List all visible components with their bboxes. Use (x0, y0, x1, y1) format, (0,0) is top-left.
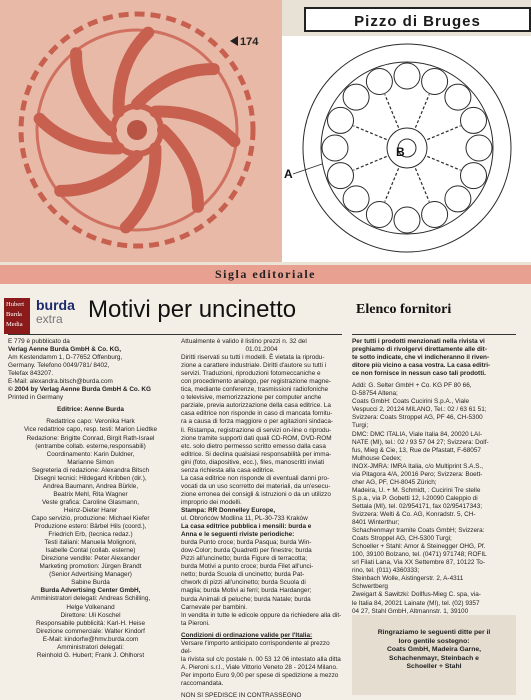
credit-line: Heinz-Dieter Harer (63, 506, 118, 514)
text-line: 01.01.2004 (245, 346, 278, 354)
text-line: ta Pieroni. (181, 619, 210, 627)
pattern-title: Pizzo di Bruges (304, 7, 531, 32)
text-line: ra a causa di forza maggiore o per agitazioni sindaca- (181, 418, 334, 426)
diagram-loop (394, 207, 420, 233)
diagram-loop (394, 63, 420, 89)
supplier-line: Coats GmbH: Coats Cucirini S.p.A., Viale (352, 398, 470, 406)
text-line: servizi. Traduzioni, riproduzioni fotomeccaniche e (181, 370, 321, 378)
supplier-line: Schoeller + Stahl: Amor & Steinegger OHG, Pf. (352, 543, 486, 551)
credit-line: Burda Advertising Center GmbH, (40, 587, 141, 595)
supplier-line: srl Filati Lana, Via XX Settembre 87, 10122 To- (352, 559, 485, 567)
crochet-chart (282, 36, 531, 262)
text-line: Per importo Euro 9,00 per spese di spedizione a mezzo (181, 671, 339, 679)
diagram-loop (445, 84, 471, 110)
diagram-spoke (415, 168, 429, 201)
text-line: La casa editrice non risponde di eventuali danni pro- (181, 474, 330, 482)
text-line: Attualmente è valido il listino prezzi n. 32 del (181, 338, 307, 345)
supplier-line: Addi: G. Selter GmbH + Co. KG PF 80 66, (352, 382, 472, 390)
supplier-line: Schachenmayr tramite Coats GmbH; Svizzera: (352, 527, 485, 535)
supplier-line: Zweigart & Sawitzki: Dollfus-Mieg C. spa, via- (352, 591, 481, 599)
intro-line: ce non fornisce in nessun caso tali prodotti. (352, 370, 486, 378)
text-line: etc. solo dietro permesso scritto emesso dalla casa (181, 442, 326, 450)
supplier-line: DMC: DMC ITALIA, Viale Italia 84, 20020 LAI- (352, 430, 483, 438)
text-line: zione erronea dei consigli & istruzioni o da un utilizzo (181, 490, 331, 498)
credit-line: (Senior Advertising Manager) (49, 571, 132, 579)
text-line: © 2004 by Verlag Aenne Burda GmbH & Co. KG (8, 386, 151, 394)
text-line: con procedimento analogo, per registrazione magne- (181, 378, 331, 386)
supplier-line: Svizzera: Coats Stroppel AG, PF 46, CH-5300 (352, 414, 483, 422)
text-line: burda Punto croce; burda Pasqua; burda Win- (181, 539, 312, 547)
text-line: In vendita in tutte le edicole oppure da richiedere alla dit- (181, 611, 342, 619)
supplier-line: Mulhouse Cedex; (352, 454, 402, 462)
diagram-spoke (427, 126, 460, 140)
supplier-line: D-58754 Altena; (352, 390, 398, 398)
suppliers-column (352, 338, 516, 632)
page-number: 174 (240, 36, 259, 48)
text-line: ul. Obrońców Modlina 11, PL-30-733 Kraków (181, 515, 308, 523)
thanks-box (352, 615, 516, 695)
diagram-spoke (385, 94, 399, 127)
brand-name: burda (36, 297, 75, 313)
diagram-loop (322, 135, 348, 161)
section-band (0, 262, 531, 284)
text-line: casa editrice non risponde in caso di mancata fornitu- (181, 410, 333, 418)
text-line: E-Mail: alexandra.bitsch@burda.com (8, 378, 113, 386)
text-line: Anna e le seguenti riviste periodiche: (181, 531, 295, 539)
text-line: o televisive, memorizzazione per computer anche (181, 394, 322, 402)
text-line: chwork di pizzi all'uncinetto; burda Scuola di (181, 579, 306, 587)
credit-line: Redattrice capo: Veronika Hark (46, 418, 135, 426)
text-line: editrice. Si declina qualsiasi responsabilità per imma- (181, 450, 332, 458)
text-line: dow-Color; burda Quadretti per finestre; burda (181, 547, 312, 555)
intro-line: te sotto indicate, che vi indicheranno il riven- (352, 354, 490, 362)
supplier-line: S.p.a., via P. Gobetti 12, I-20090 Caleppio di (352, 494, 478, 502)
diagram-loop (328, 163, 354, 189)
diagram-loop (461, 163, 487, 189)
text-line: Stampa: RR Donnelley Europe, (181, 506, 276, 514)
masthead (0, 284, 531, 334)
divider-left (8, 334, 342, 335)
diagram-loop (461, 107, 487, 133)
diagram-loop (343, 84, 369, 110)
supplier-line: le Italia 84, 20021 Lainate (MI), tel. (02) 9357 (352, 599, 480, 607)
text-line: Am Kestendamm 1, D-77652 Offenburg, (8, 354, 123, 362)
diagram-spoke (353, 156, 386, 170)
diagram-spoke (427, 156, 460, 170)
diagram-loop (343, 186, 369, 212)
text-line: Carnevale per bambini. (181, 603, 248, 611)
logo-line-2: Burda (6, 311, 22, 318)
book-title: Motivi per uncinetto (88, 296, 297, 323)
supplier-line: 04 27, Stahl GmbH, Altmannstr. 1, 39100 (352, 607, 469, 615)
diagram-loop (328, 107, 354, 133)
thanks-line: Coats GmbH, Madeira Garne, (386, 646, 482, 653)
text-line: netto; burda Scuola di uncinetto; burda Pat- (181, 571, 305, 579)
text-line: parziale, previa autorizzazione della casa editrice. La (181, 402, 331, 410)
text-line: maglia; burda Motivi ai ferri; burda Hardanger; (181, 587, 312, 595)
text-line: Diritti riservati su tutti i modelli. È vietata la riprodu- (181, 354, 325, 362)
supplier-line: Turgi; (352, 422, 369, 430)
text-line: li. Ristampa, registrazione di servizi on-line o riprodu- (181, 426, 332, 434)
credit-line: Produzione estero: Bärbel Hils (coord.), (34, 523, 147, 531)
credit-line: Coordinamento: Karin Duldner, (46, 450, 135, 458)
diagram-label-a: A (284, 167, 293, 181)
intro-line: ditore più vicino a casa vostra. La casa editri- (352, 362, 491, 370)
text-line: senza richiesta alla casa editrice. (181, 466, 275, 474)
text-line: zione a carattere industriale. Diritti d'autore su tutti i (181, 362, 327, 370)
diagram-loop (445, 186, 471, 212)
credit-line: Direzione commerciale: Walter Kindorf (36, 627, 145, 635)
supplier-line: Vespucci 2, 20124 MILANO, Tel.: 02 / 63 61 51; (352, 406, 487, 414)
text-line: tica, mediante conferenze, trasmissioni radiofoniche (181, 386, 329, 394)
supplier-line: cher AG, PF, CH-8045 Zürich; (352, 478, 437, 486)
text-line: burda Motivi a punto croce; burda Filet all'unci- (181, 563, 314, 571)
text-line: Versare l'importo anticipato corrispondente al prezzo del- (181, 639, 330, 655)
elenco-title: Elenco fornitori (356, 302, 452, 317)
diagram-spoke (353, 126, 386, 140)
text-line: burda Animali di peluche; burda Natale; burda (181, 595, 311, 603)
credit-line: Sabine Burda (71, 579, 110, 587)
credit-line: Helge Volkenand (66, 603, 115, 611)
credit-line: Disegni tecnici: Hildegard Kribben (dir.), (34, 474, 147, 482)
supplier-line: via Pitagora 4/A, 20016 Pero; Svizzera: Boett- (352, 470, 483, 478)
burda-extra-logo (36, 298, 78, 326)
supplier-line: 8401 Winterthur; (352, 519, 400, 527)
diagram-spoke (385, 168, 399, 201)
credit-line: Vice redattrice capo, resp. testi: Marion Liedtke (23, 426, 158, 434)
text-line: Condizioni di ordinazione valide per l'Italia: (181, 631, 313, 639)
top-section (0, 0, 531, 262)
supplier-line: NATE (MI), tel.: 02 / 93 57 04 27; Svizzera: Dolf- (352, 438, 489, 446)
text-line: A. Pieroni s.r.l., Viale Vittorio Veneto 28 - 20124 Milano. (181, 663, 338, 671)
diagram-loop (366, 202, 392, 228)
publisher-column (8, 338, 173, 660)
credit-line: Beatrix Mehl, Rita Wagner (53, 490, 128, 498)
doily-arm (60, 156, 137, 191)
editrice-label: Editrice: Aenne Burda (57, 406, 124, 414)
text-line: Printed in Germany (8, 394, 64, 402)
credit-line: Friedrich Erb, (tecnica redaz.) (48, 531, 133, 539)
text-line: Pizzi all'uncinetto; burda Figure di terracotta; (181, 555, 307, 563)
credit-line: Segreteria di redazione: Alexandra Bitsch (31, 466, 150, 474)
crochet-diagram-svg (282, 36, 531, 262)
text-line: Verlag Aenne Burda GmbH & Co. KG, (8, 346, 122, 354)
text-line: NON SI SPEDISCE IN CONTRASSEGNO (181, 692, 302, 700)
credit-line: Amministratori delegati: Andreas Schilling, (30, 595, 151, 603)
logo-line-1: Hubert (6, 301, 25, 308)
credit-line: Reinhold G. Hubert; Frank J. Ohlhorst (36, 651, 145, 659)
intro-line: preghiamo di rivolgervi direttamente alle dit- (352, 346, 487, 354)
page-reference (230, 36, 258, 48)
logo-line-3: Media (6, 321, 23, 328)
text-line: gini (foto, diapositive, ecc.), files, manoscritti inviati (181, 458, 325, 466)
doily-arm (163, 130, 198, 207)
credit-line: Marketing promotion: Jürgen Brandt (39, 563, 142, 571)
credit-line: Marianne Simon (67, 458, 114, 466)
text-line: E 779 è pubblicato da (8, 338, 70, 345)
credit-line: E-Mail: kindorfw@hmv.burda.com (42, 635, 139, 643)
text-line: raccomandata. (181, 679, 224, 687)
text-line: Telefax 843207. (8, 370, 54, 378)
diagram-loop (466, 135, 492, 161)
doily-arm (76, 53, 111, 130)
supplier-line: rino, tel. (011) 4360333; (352, 567, 420, 575)
thanks-line: Schoeller + Stahl (406, 663, 462, 670)
credit-line: Direttore: Uli Koschel (60, 611, 121, 619)
credit-line: Responsabile pubblicità: Karl-H. Heise (35, 619, 146, 627)
text-line: La casa editrice pubblica i mensili: burda e (181, 523, 312, 531)
doily-arm (137, 69, 214, 104)
diagram-loop (422, 202, 448, 228)
hubert-burda-media-logo (4, 298, 30, 334)
supplier-line: 100, 39100 Bolzano, tel. (0471) 971748; ROFIL (352, 551, 487, 559)
text-line: Germany. Telefono 0049/781/ 8402, (8, 362, 110, 370)
intro-line: Per tutti i prodotti menzionati nella rivista vi (352, 338, 485, 345)
credit-line: Amministratori delegati: (57, 643, 124, 651)
credit-line: Veste grafica: Caroline Glasmann, (42, 498, 139, 506)
credit-line: (entrambe collab. esterne,responsabili) (35, 442, 146, 450)
credits-list (8, 418, 173, 659)
text-line: zione tramite supporti dati quali CD-ROM, DVD-ROM (181, 434, 332, 442)
credit-line: Redazione: Brigitte Conrad, Birgit Rath-Israel (26, 434, 155, 442)
text-line: improprio dei modelli. (181, 498, 242, 506)
supplier-line: fus, Mieg & Cie, 13, Rue de Pfastatt, F-68057 (352, 446, 481, 454)
supplier-line: Svizzera: Welti & Co. AG, Konradstr. 5, CH- (352, 510, 476, 518)
supplier-line: Schwertberg (352, 583, 388, 591)
credit-line: Capo servizio, produzione: Michael Kiefer (31, 514, 150, 522)
credit-line: Isabelle Contal (collab. esterne) (45, 547, 136, 555)
diagram-loop (366, 69, 392, 95)
credit-line: Testi italiani: Manuela Molignoni, (44, 539, 137, 547)
left-arrow-icon (230, 36, 238, 46)
credit-line: Direzione vendite: Peter Alexander (41, 555, 140, 563)
diagram-loop (422, 69, 448, 95)
brand-sub: extra (36, 312, 63, 326)
copyright-column (181, 338, 342, 700)
thanks-line: Schachenmayr, Steinbach e (389, 654, 479, 662)
supplier-line: Steinbach Wolle, Aistingerstr. 2, A-4311 (352, 575, 464, 583)
supplier-line: Coats Stroppel AG, CH-5300 Turgi; (352, 535, 452, 543)
text-line: vocati da un uso scorretto dei materiali, da un'esecu- (181, 482, 331, 490)
diagram-spoke (415, 94, 429, 127)
supplier-line: INOX-JMRA: IMRA Italia, c/o Multiprint S.A.S., (352, 462, 484, 470)
band-title: Sigla editoriale (215, 267, 316, 281)
crochet-doily-image (12, 5, 262, 255)
text-line: la rivista sul c/c postale n. 00 53 12 06 intestato alla ditta (181, 655, 341, 663)
supplier-line: Settala (MI), tel. 02/954171, fax 02/95417343; (352, 502, 483, 510)
thanks-line: loro gentile sostegno: (398, 637, 470, 645)
thanks-line: Ringraziamo le seguenti ditte per il (377, 629, 491, 636)
credit-line: Andrea Baumann, Andrea Bürkle, (42, 482, 139, 490)
divider-right (352, 334, 516, 335)
supplier-line: Madeira, U. + M. Schmidt, : Cucirini Tre stelle (352, 486, 481, 494)
diagram-label-b: B (396, 145, 405, 159)
